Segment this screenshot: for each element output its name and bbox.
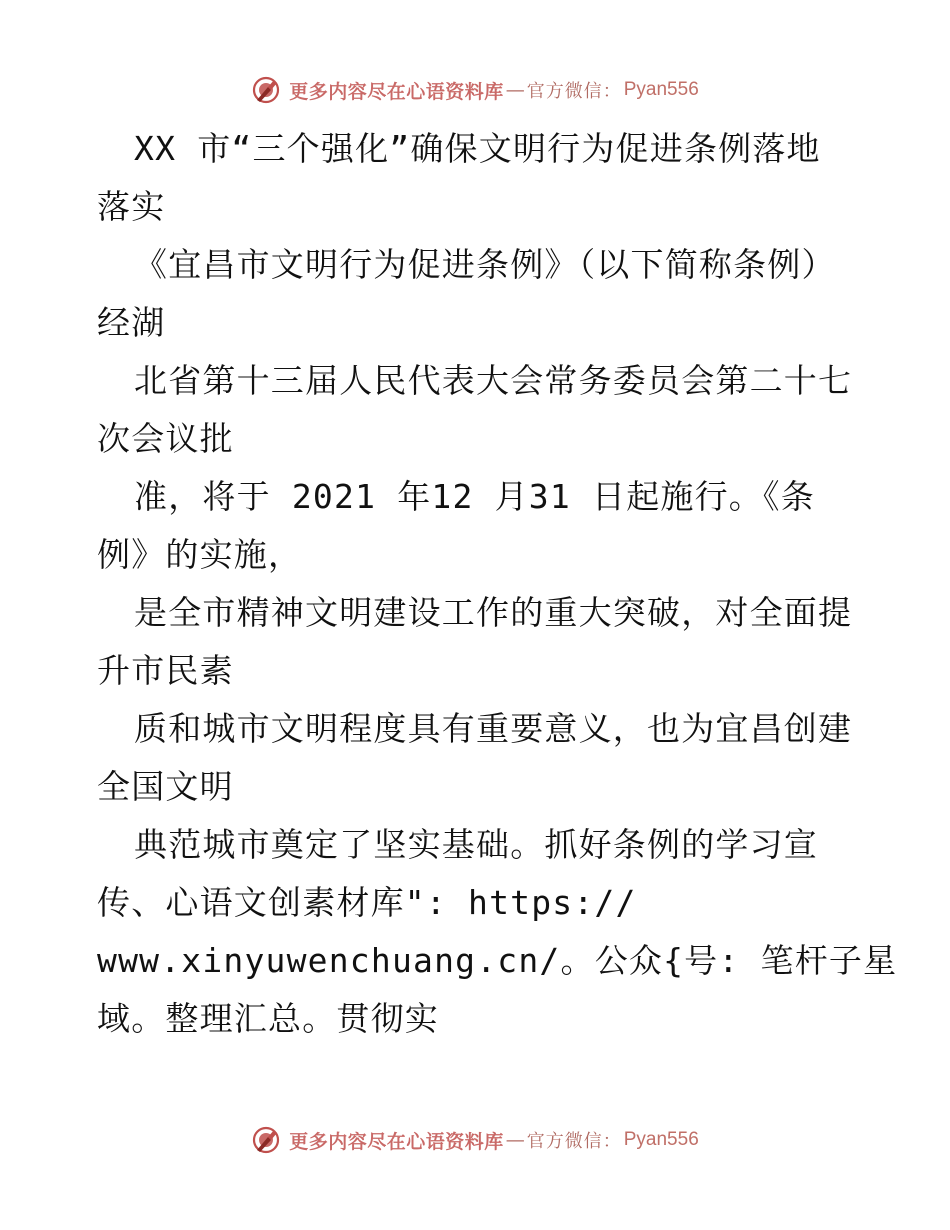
watermark-dash: — xyxy=(505,1129,525,1151)
paragraph-line-wrap: 域。整理汇总。贯彻实 xyxy=(97,999,439,1038)
pen-logo-icon xyxy=(251,1125,281,1155)
paragraph-line-wrap: 经湖 xyxy=(97,303,166,342)
watermark-brand: 更多内容尽在心语资料库 xyxy=(289,80,504,103)
watermark-wechat-id: Pyan556 xyxy=(623,79,699,100)
title-line: XX 市“三个强化”确保文明行为促进条例落地 xyxy=(134,129,821,168)
paragraph-line: 北省第十三届人民代表大会常务委员会第二十七 xyxy=(134,361,853,400)
paragraph-line-wrap: 例》的实施， xyxy=(97,535,303,574)
paragraph-line-wrap: www.xinyuwenchuang.cn/。公众{号: 笔杆子星 xyxy=(97,941,898,980)
watermark-dash: — xyxy=(505,79,525,101)
title-line-wrap: 落实 xyxy=(97,187,166,226)
watermark-wechat-label: 官方微信： xyxy=(526,81,622,102)
watermark-wechat-id: Pyan556 xyxy=(623,1129,699,1150)
paragraph-line-wrap: 全国文明 xyxy=(97,767,234,806)
paragraph-line: 是全市精神文明建设工作的重大突破，对全面提 xyxy=(134,593,853,632)
document-body xyxy=(97,120,898,1048)
header-watermark xyxy=(0,68,950,112)
paragraph-line: 典范城市奠定了坚实基础。抓好条例的学习宣 xyxy=(134,825,818,864)
paragraph-line-wrap: 传、心语文创素材库": https:// xyxy=(97,883,637,922)
pen-logo-icon xyxy=(251,75,281,105)
paragraph-line-wrap: 次会议批 xyxy=(97,419,234,458)
paragraph-line: 质和城市文明程度具有重要意义，也为宜昌创建 xyxy=(134,709,853,748)
footer-watermark xyxy=(0,1118,950,1162)
paragraph-line: 《宜昌市文明行为促进条例》（以下简称条例） xyxy=(134,245,836,284)
watermark-brand: 更多内容尽在心语资料库 xyxy=(289,1130,504,1153)
paragraph-line-wrap: 升市民素 xyxy=(97,651,234,690)
watermark-wechat-label: 官方微信： xyxy=(526,1131,622,1152)
paragraph-line: 准，将于 2021 年12 月31 日起施行。《条 xyxy=(134,477,815,516)
